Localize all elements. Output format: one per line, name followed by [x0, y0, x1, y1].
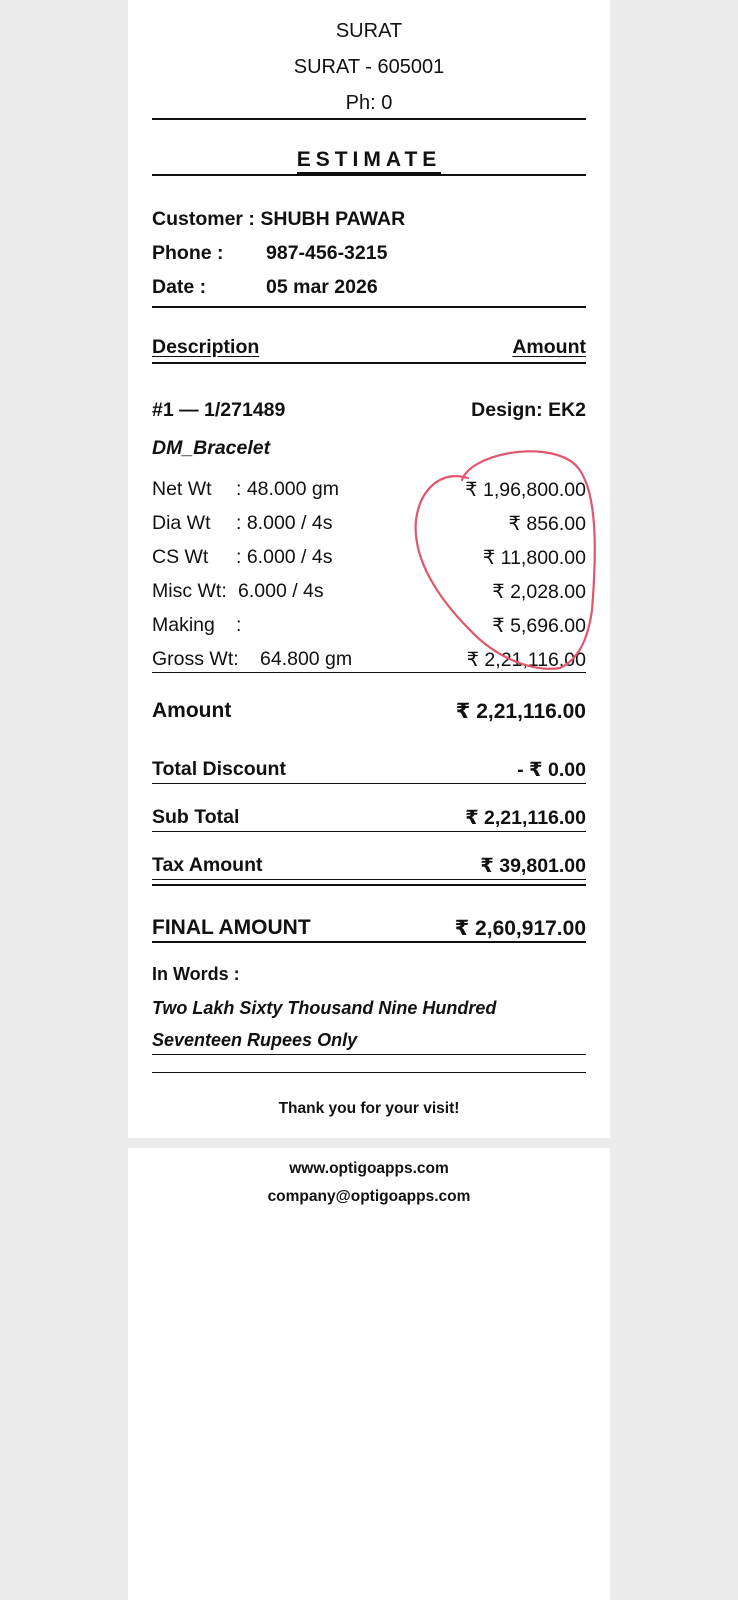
- item-detail-row: [152, 478, 586, 504]
- detail-value: : 8.000 / 4s: [236, 512, 333, 534]
- footer-email[interactable]: company@optigoapps.com: [267, 1188, 471, 1205]
- phone-label: Phone :: [152, 242, 224, 264]
- item-detail-row: [152, 546, 586, 572]
- discount-value: - ₹ 0.00: [517, 759, 586, 781]
- detail-amount: ₹ 11,800.00: [482, 547, 586, 569]
- company-city: SURAT: [335, 20, 403, 42]
- customer-label: Customer :: [152, 208, 255, 230]
- column-amount: Amount: [512, 336, 586, 358]
- item-detail-row: [152, 580, 586, 606]
- divider: [152, 941, 586, 943]
- divider: [152, 306, 586, 308]
- detail-amount: ₹ 5,696.00: [492, 615, 586, 637]
- customer-name: SHUBH PAWAR: [260, 208, 406, 230]
- company-name: [128, 0, 610, 1]
- detail-label: Net Wt: [152, 478, 212, 500]
- tax-value: ₹ 39,801.00: [480, 855, 586, 877]
- discount-label: Total Discount: [152, 758, 286, 780]
- detail-value: :: [236, 614, 242, 636]
- divider: [152, 362, 586, 364]
- date-label: Date :: [152, 276, 207, 298]
- detail-label: CS Wt: [152, 546, 209, 568]
- in-words-label: In Words :: [152, 964, 240, 984]
- receipt-paper: [128, 0, 610, 1138]
- company-address: SURAT - 605001: [293, 56, 445, 78]
- in-words-line-2: Seventeen Rupees Only: [152, 1030, 358, 1050]
- subtotal-label: Sub Total: [152, 806, 240, 828]
- detail-value: 64.800 gm: [260, 648, 353, 670]
- in-words-line-1: Two Lakh Sixty Thousand Nine Hundred: [152, 998, 497, 1018]
- detail-label: Gross Wt:: [152, 648, 239, 670]
- divider: [152, 118, 586, 120]
- divider: [152, 783, 586, 784]
- item-detail-row: [152, 648, 586, 674]
- divider: [152, 174, 586, 176]
- subtotal-value: ₹ 2,21,116.00: [465, 807, 586, 829]
- amount-value: ₹ 2,21,116.00: [455, 700, 586, 723]
- tax-label: Tax Amount: [152, 854, 263, 876]
- item-detail-row: [152, 512, 586, 538]
- divider: [152, 831, 586, 832]
- item-number: #1 — 1/271489: [152, 399, 286, 421]
- detail-amount: ₹ 2,028.00: [492, 581, 586, 603]
- divider: [152, 1054, 586, 1055]
- detail-amount: ₹ 856.00: [508, 513, 586, 535]
- date-value: 05 mar 2026: [266, 276, 378, 298]
- customer-info: [152, 208, 405, 231]
- divider: [152, 1072, 586, 1073]
- column-description: Description: [152, 336, 260, 358]
- divider: [152, 672, 586, 673]
- detail-amount: ₹ 2,21,116.00: [466, 649, 586, 671]
- detail-value: : 6.000 / 4s: [236, 546, 333, 568]
- thank-you-message: Thank you for your visit!: [278, 1100, 460, 1117]
- final-amount-label: FINAL AMOUNT: [152, 916, 311, 939]
- footer-website[interactable]: www.optigoapps.com: [289, 1160, 449, 1177]
- detail-label: Dia Wt: [152, 512, 211, 534]
- detail-label: Misc Wt:: [152, 580, 227, 602]
- footer-paper: [128, 1148, 610, 1600]
- amount-label: Amount: [152, 699, 232, 722]
- detail-value: 6.000 / 4s: [238, 580, 324, 602]
- divider: [152, 884, 586, 886]
- detail-amount: ₹ 1,96,800.00: [465, 479, 586, 501]
- final-amount-value: ₹ 2,60,917.00: [454, 917, 586, 940]
- divider: [152, 879, 586, 880]
- detail-label: Making: [152, 614, 215, 636]
- company-phone: Ph: 0: [345, 92, 393, 114]
- item-design: Design: EK2: [471, 399, 586, 421]
- phone-value: 987-456-3215: [266, 242, 388, 264]
- item-detail-row: [152, 614, 586, 640]
- item-name: DM_Bracelet: [152, 437, 271, 459]
- document-title: ESTIMATE: [128, 148, 610, 172]
- detail-value: : 48.000 gm: [236, 478, 339, 500]
